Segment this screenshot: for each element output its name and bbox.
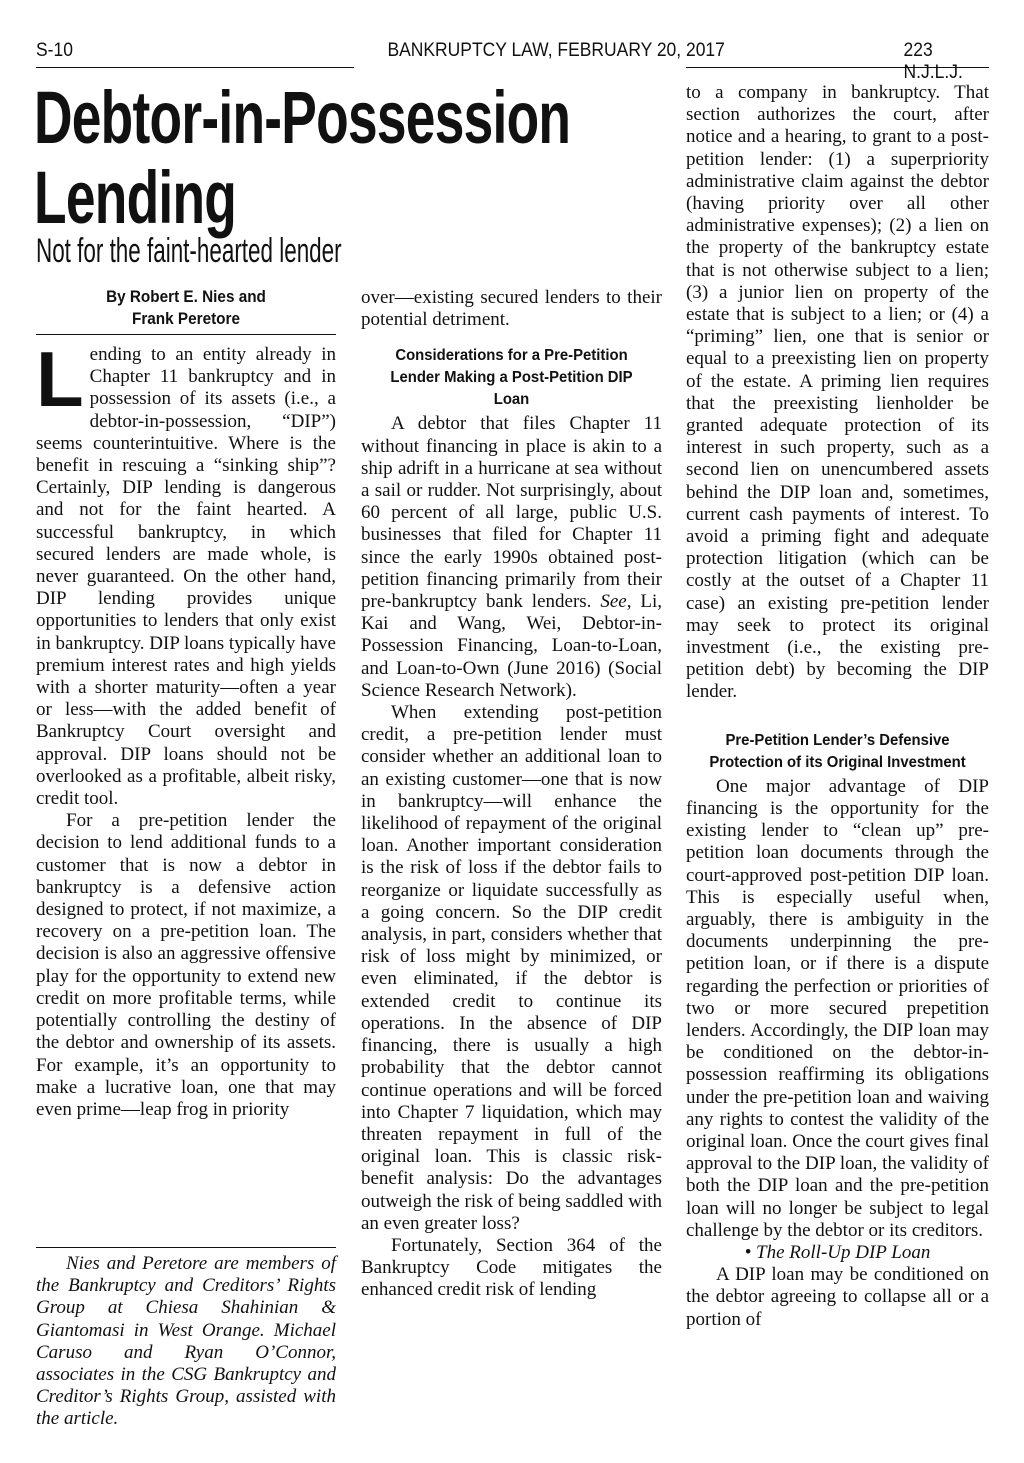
column-1 bbox=[36, 335, 336, 1121]
header-rule-right bbox=[686, 67, 989, 68]
column-3 bbox=[686, 82, 989, 1331]
lead-paragraph-text: ending to an entity already in Chapter 11 bankruptcy and in possession of its assets (i.e., a debtor-in-possession, “DIP”) seems counterintuitive. Where is the benefit in rescuing a “sinking ship”? Certainly, DIP lending is dangerous and not for the faint hearted. A successful bankruptcy, in which secured lenders are made whole, is never guaranteed. On the other hand, DIP lending provides unique opportunities to lenders that only exist in bankruptcy. DIP loans typically have premium interest rates and high yields with a shorter maturity—often a year or less—with the added benefit of Bankruptcy Court oversight and approval. DIP loans should not be overlooked as a profitable, albeit risky, credit tool. bbox=[36, 344, 336, 810]
header-rule bbox=[36, 67, 354, 68]
paragraph: Fortunately, Section 364 of the Bankruptcy Code mitigates the enhanced credit risk of lending bbox=[361, 1234, 662, 1301]
byline-line-2: Frank Peretore bbox=[132, 309, 240, 328]
subsection-bullet bbox=[686, 1242, 989, 1264]
citation-signal: See bbox=[600, 591, 627, 613]
footnote-rule bbox=[36, 1247, 336, 1248]
paragraph: over—existing secured lenders to their potential detriment. bbox=[361, 287, 662, 331]
article-title bbox=[34, 78, 570, 238]
lead-paragraph bbox=[36, 335, 336, 810]
citation: 223 N.J.L.J. bbox=[903, 40, 963, 83]
byline-line-1: By Robert E. Nies and bbox=[106, 287, 266, 306]
author-footnote: Nies and Peretore are members of the Bankruptcy and Creditors’ Rights Group at Chiesa Shahinian & Giantomasi in West Orange. Michael Caruso and Ryan O’Connor, associates in the CSG Bankruptcy and Creditor’s Rights Group, assisted with the article. bbox=[36, 1253, 336, 1430]
article-subtitle: Not for the faint-hearted lender bbox=[36, 232, 342, 270]
paragraph: For a pre-petition lender the decision to lend additional funds to a customer that is now a debtor in bankruptcy is a defensive action designed to protect, if not maximize, a recovery on a pre-petition loan. The decision is also an aggressive offensive play for the opportunity to extend new credit on more profitable terms, while potentially controlling the destiny of the debtor and ownership of its assets. For example, it’s an opportunity to make a lucrative loan, one that may even prime—leap frog in priority bbox=[36, 810, 336, 1120]
column-2 bbox=[361, 287, 662, 1302]
paragraph bbox=[361, 413, 662, 702]
section-heading: Considerations for a Pre-Petition Lender Making a Post-Petition DIP Loan bbox=[390, 347, 633, 409]
paragraph: to a company in bankruptcy. That section authorizes the court, after notice and a hearing, to grant to a post-petition lender: (1) a superpriority administrative claim against the debtor (having priority over all other administrative expenses); (2) a lien on the property of the bankruptcy estate that is not otherwise subject to a lien; (3) a junior lien on property of the estate that is subject to a lien; or (4) a “priming” lien, one that is senior or equal to a preexisting lien on property of the estate. A priming lien requires that the preexisting lienholder be granted adequate protection of its interest in such property, such as a second lien on unencumbered assets behind the DIP loan and, sometimes, current cash payments of interest. To avoid a priming fight and adequate protection litigation (which can be costly at the outset of a Chapter 11 case) an existing pre-petition lender may seek to protect its original investment (i.e., the existing pre-petition debt) by becoming the DIP lender. bbox=[686, 82, 989, 703]
page-number: S-10 bbox=[36, 40, 73, 61]
paragraph-text: A debtor that files Chapter 11 without financing in place is akin to a ship adrift in a hurricane at sea without a sail or rudder. Not surprisingly, about 60 percent of all large, public U.S. businesses that filed for Chapter 11 since the early 1990s obtained post-petition financing primarily from their pre-bankruptcy bank lenders. bbox=[361, 413, 662, 613]
paragraph: A DIP loan may be conditioned on the debtor agreeing to collapse all or a portion of bbox=[686, 1264, 989, 1330]
title-line-1: Debtor-in-Possession bbox=[34, 76, 571, 159]
bullet-text: • The Roll-Up DIP Loan bbox=[744, 1241, 931, 1263]
paragraph: When extending post-petition credit, a pre-petition lender must consider whether an additional loan to an existing customer—one that is now in bankruptcy—will enhance the likelihood of repayment of the original loan. Another important consideration is the risk of loss if the debtor fails to reorganize or liquidate successfully as a going concern. So the DIP credit analysis, in part, considers whether that risk of loss might by minimized, or even eliminated, if the debtor is extended credit to continue its operations. In the absence of DIP financing, there is usually a high probability that the debtor cannot continue operations and will be forced into Chapter 7 liquidation, which may threaten repayment in full of the original loan. This is classic risk-benefit analysis: Do the advantages outweigh the risk of being saddled with an even greater loss? bbox=[361, 702, 662, 1234]
title-line-2: Lending bbox=[34, 156, 237, 239]
publication-line: BANKRUPTCY LAW, FEBRUARY 20, 2017 bbox=[387, 40, 725, 61]
drop-cap: L bbox=[36, 335, 84, 423]
section-heading: Pre-Petition Lender’s Defensive Protection of its Original Investment bbox=[709, 731, 966, 771]
paragraph: One major advantage of DIP financing is the opportunity for the existing lender to “clean up” pre-petition loan documents through the court-approved post-petition DIP loan. This is especially useful when, arguably, there is ambiguity in the documents underpinning the pre-petition loan, or if there is a dispute regarding the perfection or priorities of two or more secured prepetition lenders. Accordingly, the DIP loan may be conditioned on the debtor-in-possession reaffirming its obligations under the pre-petition loan and waiving any rights to contest the validity of the original loan. Once the court gives final approval to the DIP loan, the validity of both the DIP loan and the pre-petition loan will no longer be subject to legal challenge by the debtor or its creditors. bbox=[686, 775, 989, 1241]
citation-text: , Li, Kai and Wang, Wei, Debtor-in-Possession Financing, Loan-to-Loan, and Loan-to-Own (June 2016) (Social Science Research Network). bbox=[361, 591, 662, 701]
byline bbox=[36, 286, 336, 330]
running-header bbox=[36, 40, 989, 83]
